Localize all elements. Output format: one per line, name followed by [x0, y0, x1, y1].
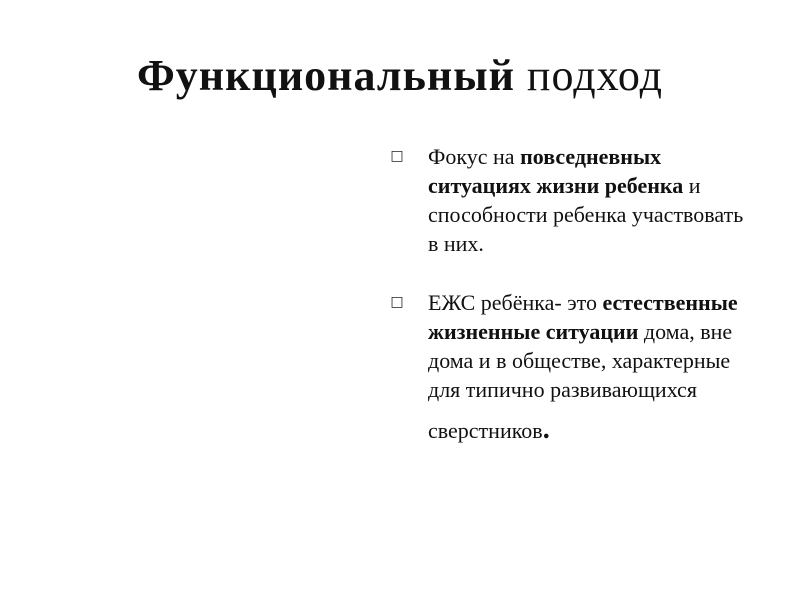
- bullet-icon: □: [390, 294, 404, 310]
- bullet-situations-text-2: дома, вне дома и в обществе, характерные для типично развивающихся: [428, 319, 733, 402]
- bullet-item-situations: [386, 288, 746, 445]
- slide-title: [0, 46, 800, 106]
- bullet-situations-peers: сверстников: [428, 418, 543, 443]
- bullet-focus-bold-text: повседневных ситуациях жизни ребенка: [428, 144, 684, 198]
- bullet-focus-text-2: и способности ребенка участвовать в них.: [428, 173, 744, 256]
- bullet-list: [386, 142, 746, 445]
- bullet-situations-last-line: [428, 416, 746, 445]
- bullet-item-focus: [386, 142, 746, 258]
- bullet-focus-text-1: Фокус на: [428, 144, 521, 169]
- bullet-situations-period: .: [542, 414, 550, 445]
- slide-title-bold-part: Функциональный: [136, 51, 515, 100]
- slide-title-regular-part: подход: [514, 51, 664, 100]
- bullet-icon: □: [390, 148, 404, 164]
- bullet-situations-text-1: ЕЖС ребёнка- это: [428, 290, 603, 315]
- bullet-situations-bold-text: естественные жизненные ситуации: [428, 290, 738, 344]
